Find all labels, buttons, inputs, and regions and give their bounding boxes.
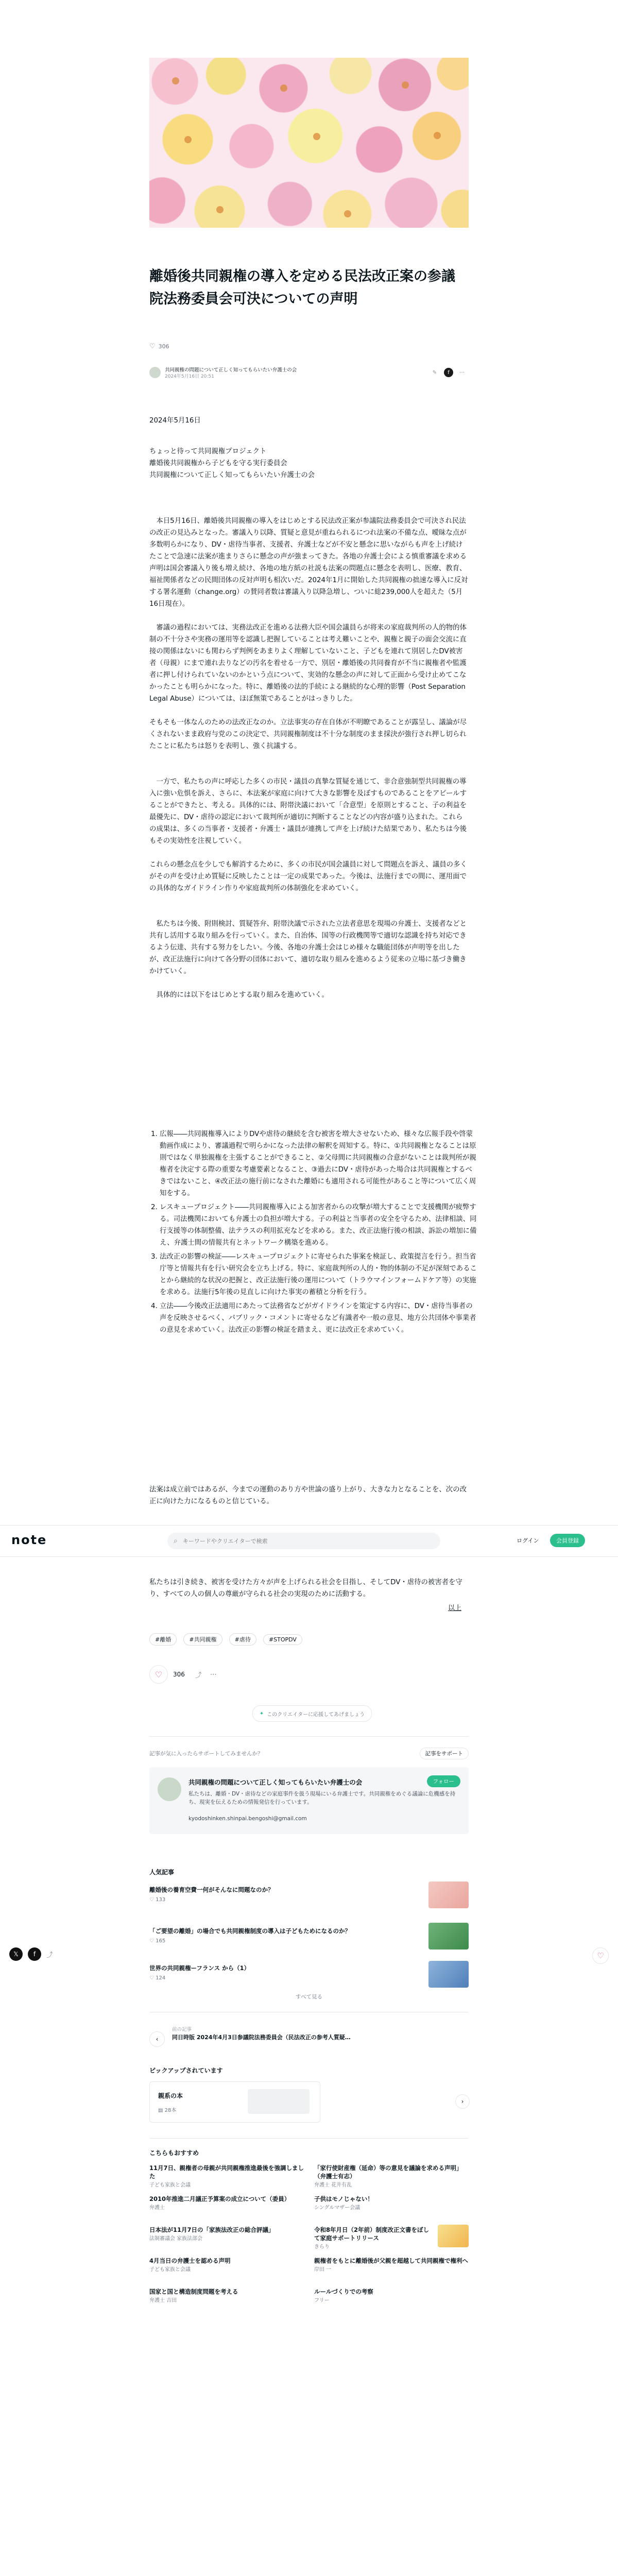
heart-icon: ♡ (149, 1938, 156, 1944)
recommend-meta: フリー (314, 2298, 330, 2303)
heart-icon: ♡ (149, 1975, 156, 1981)
tag[interactable]: #共同親権 (183, 1633, 222, 1646)
author-name[interactable]: 共同親権の問題について正しく知ってもらいたい弁護士の会 (165, 367, 297, 373)
recommend-thumbnail[interactable] (438, 2225, 469, 2247)
x-icon[interactable]: 𝕏 (9, 1947, 23, 1961)
popular-item-title[interactable]: 離婚後の養育空費一何がそんなに問題なのか？ (149, 1886, 274, 1893)
more-icon[interactable]: ⋯ (459, 369, 465, 376)
pickup-card-title[interactable]: 親系の本 (158, 2092, 183, 2099)
closing-paragraph-2: 私たちは引き続き、被害を受けた方々が声を上げられる社会を目指し、そしてDV・虐待の被害者を守り、すべての人の個人の尊厳が守られる社会の実現のために活動する。 (149, 1579, 462, 1598)
search-input[interactable] (182, 1537, 421, 1545)
author-avatar[interactable] (158, 1777, 181, 1801)
popular-item[interactable] (149, 1964, 438, 1981)
author-row (149, 366, 469, 380)
popular-item[interactable] (149, 1927, 438, 1944)
closing-paragraph-1: 法案は成立前ではあるが、今までの運動のあり方や世論の盛り上がり、大きな力となることを、次の改正に向けた力になるものと信じている。 (149, 1486, 467, 1505)
support-text: 記事が気に入ったらサポートしてみませんか？ (149, 1751, 263, 1757)
signup-button[interactable]: 会員登録 (550, 1534, 585, 1547)
popular-item-title[interactable]: 「ご要望の離婚」の場合でも共同親権制度の導入は子どもためになるのか？ (149, 1927, 351, 1935)
action-list (149, 1128, 479, 1338)
paragraph: 本日5月16日、離婚後共同親権の導入をはじめとする民法改正案が参議院法務委員会で可決され民法の改正の見込みとなった。審議入り以降、質疑と意見が重ねられるにつれ法案の不備な点、曖昧な点が多数明らかになり、DV・虐待当事者、支援者、弁護士などが不安と懸念に思いながらも声を上げ続けたことで急速に法案が進まりさらに懸念の声が強まってきた。各地の弁護士会による慎重審議を求める声明は国会審議入り後も増え続け、各地の地方紙の社説も法案の問題点に懸念を表明し、医療、教育、福祉関係者などの民間団体の反対声明も相次いだ。2024年1月に開始した共同親権の拙速な導入に反対する署名運動（change.org）の賛同者数は審議入り以降急増し、ついに総239,000人を超えた（5月16日現在）。 (149, 517, 468, 608)
list-item: 3. 法改正の影響の検証――レスキュープロジェクトに寄せられた事案を検証し、政策提言を行う。担当省庁等と情報共有を行い研究会を立ち上げる。特に、家庭裁判所の人的・物的体制の不足が深刻であることから継続的な状況の把握と、改正法施行後の運用について（トラウマインフォームドケア等）の実施を求める。法施行5年後の見直しに向けた事実の蓄積と分析を行う。 (160, 1251, 479, 1298)
recommend-item[interactable] (149, 2226, 304, 2243)
like-count: 306 (173, 1671, 185, 1678)
flower-center (313, 133, 320, 140)
creator-notice-text: このクリエイターに応援してあげましょう (267, 1711, 365, 1718)
recommend-title[interactable]: 「家行使財産権（延命）等の意見を議論を求める声明」（弁護士有志） (314, 2164, 462, 2180)
recommend-meta: 弁護士 花井有乱 (314, 2182, 352, 2188)
profile-description: 私たちは、離婚・DV・虐待などの家庭事件を扱う現場にいる弁護士です。共同親権をめぐる議論に危機感を持ち、現実を伝えるための情報発信を行っています。 (188, 1791, 456, 1805)
recommend-title[interactable]: 子供はモノじゃない！ (314, 2195, 373, 2202)
recommend-meta: 子ども家族と会議 (149, 2182, 191, 2188)
divider (149, 2138, 469, 2139)
recommend-meta: 弁護士 (149, 2205, 165, 2211)
magazine-icon: ▤ (158, 2108, 165, 2113)
profile-name[interactable]: 共同親権の問題について正しく知ってもらいたい弁護士の会 (188, 1778, 363, 1786)
floating-like-button[interactable]: ♡ (592, 1947, 609, 1964)
list-item: 2. レスキュープロジェクト――共同親権導入による加害者からの攻撃が増大することで支援機関が疲弊する。司法機関においても弁護士の負担が増大する。子の利益と当事者の安全を守るため、法律相談、同行支援等の体制整備、法テラスの利用拡充などを求める。また、改正法施行後の相談、訴訟の増加に備え、弁護士間の情報共有とネットワーク構築を進める。 (160, 1201, 479, 1249)
flower-center (172, 77, 179, 84)
recommend-title[interactable]: 4月当日の弁護士を認める声明 (149, 2257, 231, 2264)
share-icon[interactable]: ⤴ (195, 1671, 202, 1680)
like-count-top: 306 (158, 343, 169, 350)
recommend-meta: 弁護士 吉田 (149, 2298, 177, 2303)
recommend-title[interactable]: 令和8年月日（2年前）制度改正文書をぼして家庭サポートリリース (314, 2226, 430, 2242)
support-button[interactable]: 記事をサポート (420, 1748, 469, 1759)
flower-center (402, 81, 409, 89)
recommend-title[interactable]: 2010年推進二月議正予算案の成立について（委員） (149, 2195, 290, 2202)
share-sidebar (9, 1947, 53, 1961)
signatory: ちょっと待って共同親権プロジェクト (149, 448, 267, 455)
login-link[interactable]: ログイン (517, 1537, 539, 1544)
pickup-heading: ピックアップされています (149, 2067, 223, 2074)
end-mark: 以上 (448, 1604, 462, 1612)
recommend-meta: 岸田 一 (314, 2267, 332, 2273)
recommend-item[interactable] (314, 2195, 469, 2212)
recommend-title[interactable]: 親権者をもとに離婚後が父親を超越して共同親権で権利へ (314, 2257, 468, 2264)
recommend-title[interactable]: 日本法が11月7日の「家族法改正の総合評議」 (149, 2226, 274, 2233)
flower-center (280, 84, 287, 92)
support-row (149, 1747, 469, 1760)
heart-icon: ♡ (149, 1897, 156, 1903)
facebook-icon[interactable]: f (444, 368, 453, 377)
recommend-title[interactable]: 11月7日、親権者の母親が共同親権推進最後を強調しました (149, 2164, 304, 2180)
recommend-meta: シングルマザー会議 (314, 2205, 360, 2211)
article-date: 2024年5月16日 (149, 417, 201, 425)
recommend-meta: きらり (314, 2244, 330, 2250)
link-icon[interactable]: ✎ (432, 369, 437, 376)
paragraph: これらの懸念点を少しでも解消するために、多くの市民が国会議員に対して問題点を訴え、議員の多くがその声を受け止め質疑に反映したことは一定の成果であった。今後は、法施行までの間に、運用面での具体的なガイドライン作りや家庭裁判所の体制強化を求めていく。 (149, 861, 467, 892)
chevron-right-icon[interactable]: › (455, 2094, 470, 2109)
tag[interactable]: #STOPDV (263, 1634, 302, 1645)
heart-icon: ♡ (149, 343, 156, 350)
like-summary[interactable] (149, 343, 169, 350)
recommend-item[interactable] (149, 2257, 304, 2274)
site-header (0, 1525, 618, 1557)
popular-thumbnail[interactable] (428, 1882, 469, 1908)
recommend-heading: こちらもおすすめ (149, 2149, 199, 2157)
article-body (149, 515, 469, 1013)
popular-item-likes: 124 (156, 1975, 166, 1981)
paragraph: 一方で、私たちの声に呼応した多くの市民・議員の真摯な質疑を通じて、非合意強制型共同親権の導入に強い危惧を訴え、さらに、本法案が家庭に向けて大きな影響を及ぼすものであることをアピールすることができたと、考える。具体的には、附帯決議において「合意型」を原則とすること、子の利益を最優先に、DV・虐待の認定において裁判所が適切に判断することなどの内容が盛り込まれた。これらの成果は、多くの当事者・支援者・弁護士・議員が連携して声を上げ続けた結果であり、私たちは今後もその実効性を注視していく。 (149, 778, 467, 845)
recommend-item[interactable] (314, 2287, 469, 2305)
sparkle-icon: ✦ (259, 1710, 264, 1717)
profile-email: kyodoshinken.shinpai.bengoshi@gmail.com (188, 1816, 307, 1822)
recommend-item[interactable] (149, 2164, 304, 2190)
popular-item-likes: 165 (156, 1938, 166, 1944)
tag[interactable]: #離婚 (149, 1633, 177, 1646)
see-all-link[interactable]: すべて見る (295, 1994, 323, 2000)
publish-date: 2024年5月16日 20:51 (165, 374, 214, 379)
signatory: 離婚後共同親権から子どもを守る実行委員会 (149, 460, 287, 467)
prev-article-label: 前の記事 (172, 2027, 192, 2032)
flower-center (434, 132, 441, 139)
paragraph: そもそも一体なんのための法改正なのか。立法事実の存在自体が不明瞭であることが露呈し、議論が尽くされないまま政府与党のこの決定で、共同親権制度は不十分な制度のまま採決が強行され押し切られたことに私たちは怒りを表明し、強く抗議する。 (149, 719, 467, 750)
recommend-meta: 法制審議会 家族法部会 (149, 2236, 203, 2242)
recommend-meta: 子ども家族と会議 (149, 2267, 191, 2273)
paragraph: 私たちは今後、附則検討、質疑答弁、附帯決議で示された立法者意思を現場の弁護士、支援者などと共有し活用する取り組みを行っていく。また、自治体、国等の行政機関等で適切な認識を持ち対応できるよう伝達、共有する努力をしたい。今後、各地の弁護士会はじめ様々な職能団体が声明等を出したが、改正法施行に向けて各分野の団体において、適切な取り組みを進めるよう従来の立場に基づき働きかけていく。 (149, 920, 467, 975)
tag-list (149, 1633, 306, 1646)
recommend-title[interactable]: ルールづくりでの考察 (314, 2288, 373, 2295)
paragraph: 具体的には以下をはじめとする取り組みを進めていく。 (156, 991, 329, 999)
recommend-item[interactable] (149, 2195, 304, 2212)
hero-image (149, 58, 469, 228)
facebook-icon[interactable]: f (28, 1947, 41, 1961)
popular-heading: 人気記事 (149, 1869, 175, 1876)
article-title: 離婚後共同親権の導入を定める民法改正案の参議院法務委員会可決についての声明 (149, 268, 455, 307)
flower-center (344, 210, 351, 217)
tag[interactable]: #虐待 (229, 1633, 256, 1646)
popular-item-likes: 133 (156, 1897, 166, 1903)
author-avatar[interactable] (149, 367, 161, 378)
popular-item[interactable] (149, 1886, 438, 1903)
search-icon: ⌕ (174, 1537, 178, 1545)
paragraph: 審議の過程においては、実務法改正を進める法務大臣や国会議員らが将来の家庭裁判所の人的物的体制の不十分さや実務の運用等を認識し把握していることは考え難いことや、親権と親子の面会交流に直接の関係はないにも関わらず判例をあまりよく理解していないこと、子どもを連れて別居したDV被害者（母親）にまで連れ去りなどの汚名を着せる一方で、別居・離婚後の共同養育が不当に親権者や監護者に押し付けられていないのかという点について、実効的な懸念の声に対して正面から受け止めてこなかったことも明らかになった。特に、離婚後の法的手続による継続的な心理的影響（Post Separation Legal Abuse）については、ほぼ無策であることがはっきりした。 (149, 624, 467, 703)
prev-article-title[interactable]: 同日時版 2024年4月3日参議院法務委員会（民法改正の参考人質疑… (172, 2034, 351, 2041)
follow-button[interactable]: フォロー (427, 1775, 460, 1787)
like-button[interactable]: ♡ (149, 1665, 168, 1684)
signatory: 共同親権について正しく知ってもらいたい弁護士の会 (149, 471, 315, 479)
pickup-card[interactable] (149, 2081, 320, 2123)
flower-center (216, 206, 224, 213)
pickup-card-count: 28本 (164, 2108, 177, 2113)
recommend-item[interactable] (314, 2226, 433, 2251)
share-icon[interactable]: ⤴ (46, 1951, 54, 1959)
reaction-row (149, 1664, 469, 1685)
prev-article[interactable] (149, 2022, 469, 2053)
flower-center (184, 136, 192, 143)
pickup-thumbnail (248, 2089, 310, 2114)
popular-thumbnail[interactable] (428, 1923, 469, 1950)
profile-card (149, 1767, 469, 1834)
recommend-item[interactable] (149, 2287, 304, 2305)
recommend-title[interactable]: 国家と国と構造制度問題を考える (149, 2288, 238, 2295)
signatories (149, 446, 469, 481)
recommend-item[interactable] (314, 2257, 469, 2274)
recommend-item[interactable] (314, 2164, 469, 2190)
divider (149, 1736, 469, 1737)
creator-notice-chip[interactable] (252, 1705, 372, 1722)
popular-thumbnail[interactable] (428, 1961, 469, 1988)
more-icon[interactable]: ⋯ (210, 1670, 217, 1679)
popular-item-title[interactable]: 世界の共同親権ーフランス から（1） (149, 1964, 250, 1972)
chevron-left-icon[interactable]: ‹ (149, 2031, 165, 2047)
list-item: 1. 広報――共同親権導入によりDVや虐待の継続を含む被害を増大させないため、様々な広報手段や啓蒙動画作成により、審議過程で明らかになった法律の解釈を周知する。特に、①共同親権となることは原則ではなく単独親権を主張することができること、②父母間に共同親権の合意がないことは裁判所が親権者を決定する際の重要な考慮要素となること、③過去にDV・虐待があった場合は共同親権とするべきではないこと、④改正法の施行前になされた離婚にも適用される可能性があること等について広く周知をする。 (160, 1128, 479, 1199)
list-item: 4. 立法――今後改正法適用にあたって法務省などがガイドラインを策定する内容に、DV・虐待当事者の声を反映させるべく、パブリック・コメントに寄せるなど有識者や一般の意見、地方公共団体や事業者の意見を求めていく。法改正の影響の検証を踏まえ、更に法改正を求めていく。 (160, 1300, 479, 1336)
note-logo[interactable]: note (11, 1533, 47, 1547)
search-bar[interactable] (167, 1533, 440, 1549)
